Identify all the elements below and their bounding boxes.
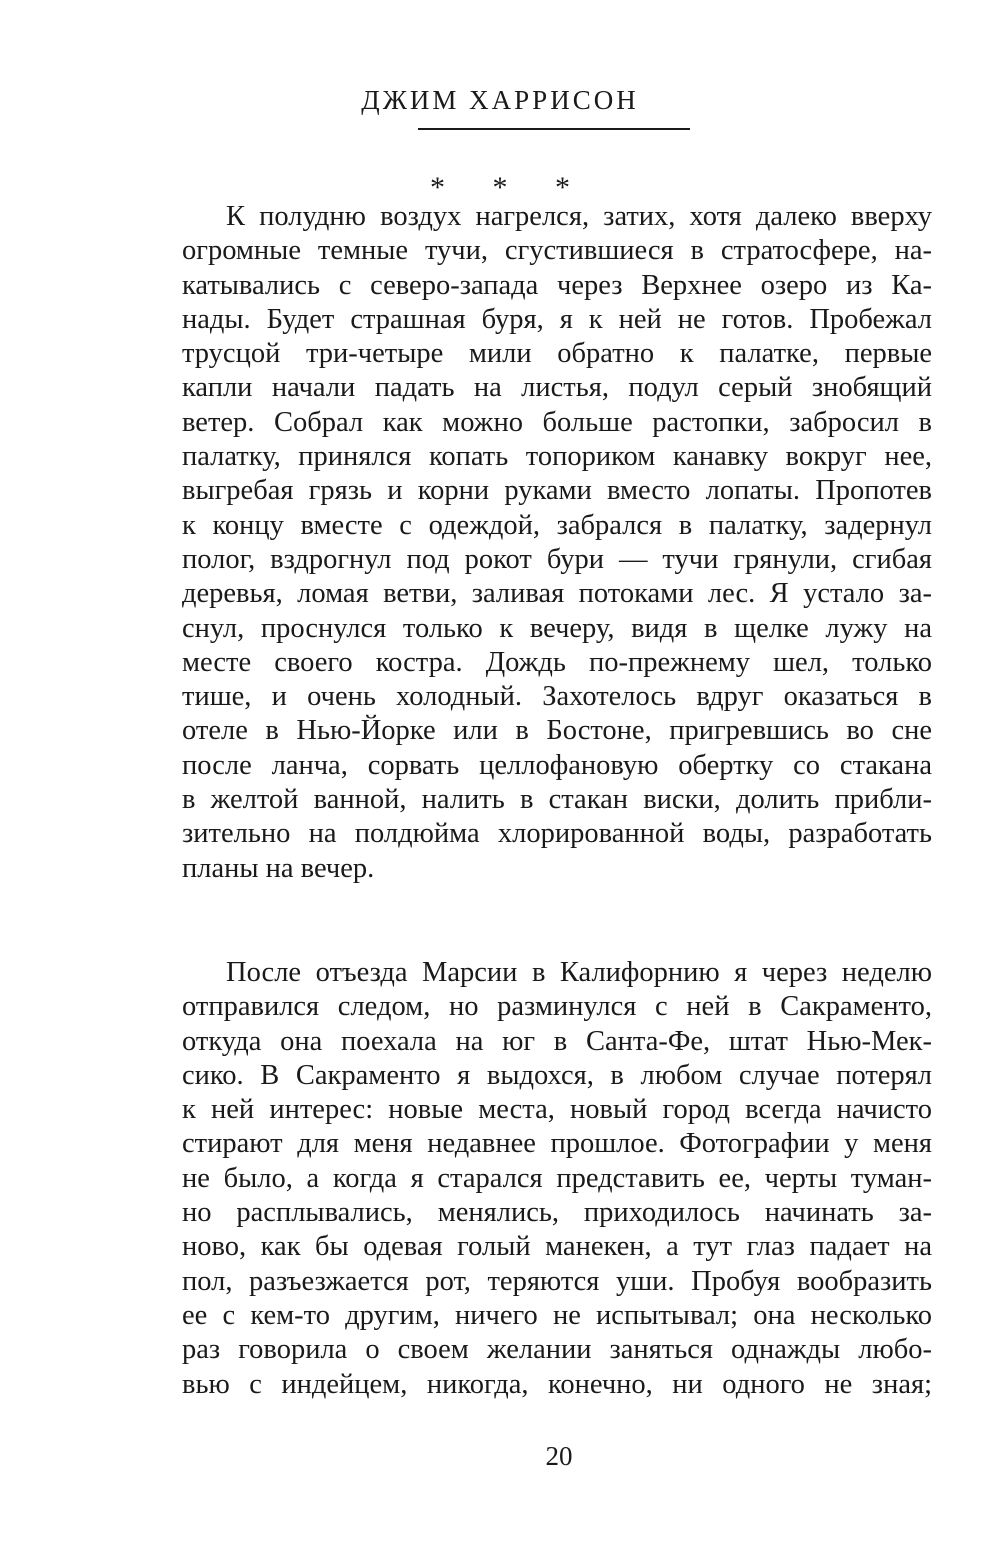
text-line: деревья, ломая ветви, заливая потоками лес. Я устало за- <box>182 578 932 610</box>
text-line: месте своего костра. Дождь по-прежнему шел, только <box>182 646 932 678</box>
page-number: 20 <box>545 1441 573 1471</box>
text-line: огромные темные тучи, сгустившиеся в стратосфере, на- <box>182 235 932 267</box>
text-line: тише, и очень холодный. Захотелось вдруг оказаться в <box>182 681 932 713</box>
text-line: не было, а когда я старался представить ее, черты туман- <box>182 1162 932 1194</box>
text-line: полог, вздрогнул под рокот бури — тучи грянули, сгибая <box>182 543 932 575</box>
text-line: но расплывались, менялись, приходилось начинать за- <box>182 1197 932 1229</box>
text-line: катывались с северо-запада через Верхнее озеро из Ка- <box>182 269 932 301</box>
text-line: сико. В Сакраменто я выдохся, в любом случае потерял <box>182 1059 932 1091</box>
text-line: отеле в Нью-Йорке или в Бостоне, пригревшись во сне <box>182 715 932 747</box>
text-line: стирают для меня недавнее прошлое. Фотографии у меня <box>182 1128 932 1160</box>
header-rule <box>418 128 690 130</box>
text-line: выгребая грязь и корни руками вместо лопаты. Пропотев <box>182 475 932 507</box>
text-line: раз говорила о своем желании заняться однажды любо- <box>182 1334 932 1366</box>
text-line: зительно на полдюйма хлорированной воды, разработать <box>182 818 932 850</box>
paragraph-2 <box>182 956 932 1402</box>
text-line: К полудню воздух нагрелся, затих, хотя далеко вверху <box>226 201 932 232</box>
text-line: к ней интерес: новые места, новый город всегда начисто <box>182 1094 932 1126</box>
running-head-title: ДЖИМ ХАРРИСОН <box>361 85 639 115</box>
text-line: ново, как бы одевая голый манекен, а тут глаз падает на <box>182 1231 932 1263</box>
text-line: к концу вместе с одеждой, забрался в палатку, задернул <box>182 509 932 541</box>
text-line: отправился следом, но разминулся с ней в Сакраменто, <box>182 991 932 1023</box>
text-line: в желтой ванной, налить в стакан виски, долить прибли- <box>182 784 932 816</box>
text-line: пол, разъезжается рот, теряются уши. Пробуя вообразить <box>182 1265 932 1297</box>
text-line: планы на вечер. <box>182 852 375 884</box>
text-line: вью с индейцем, никогда, конечно, ни одного не зная; <box>182 1368 932 1400</box>
text-line: капли начали падать на листья, подул серый знобящий <box>182 372 932 404</box>
text-line: После отъезда Марсии в Калифорнию я через неделю <box>226 957 932 988</box>
text-line: трусцой три-четыре мили обратно к палатке, первые <box>182 338 932 370</box>
text-line: палатку, принялся копать топориком канавку вокруг нее, <box>182 441 932 473</box>
text-line: откуда она поехала на юг в Санта-Фе, штат Нью-Мек- <box>182 1025 932 1057</box>
text-line: ветер. Собрал как можно больше растопки, забросил в <box>182 406 932 438</box>
section-separator: * * * <box>430 171 590 204</box>
text-line: снул, проснулся только к вечеру, видя в щелке лужу на <box>182 612 932 644</box>
text-line: нады. Будет страшная буря, я к ней не готов. Пробежал <box>182 303 932 335</box>
paragraph-1 <box>182 200 932 886</box>
text-line: после ланча, сорвать целлофановую обертку со стакана <box>182 749 932 781</box>
text-line: ее с кем-то другим, ничего не испытывал; она несколько <box>182 1299 932 1331</box>
